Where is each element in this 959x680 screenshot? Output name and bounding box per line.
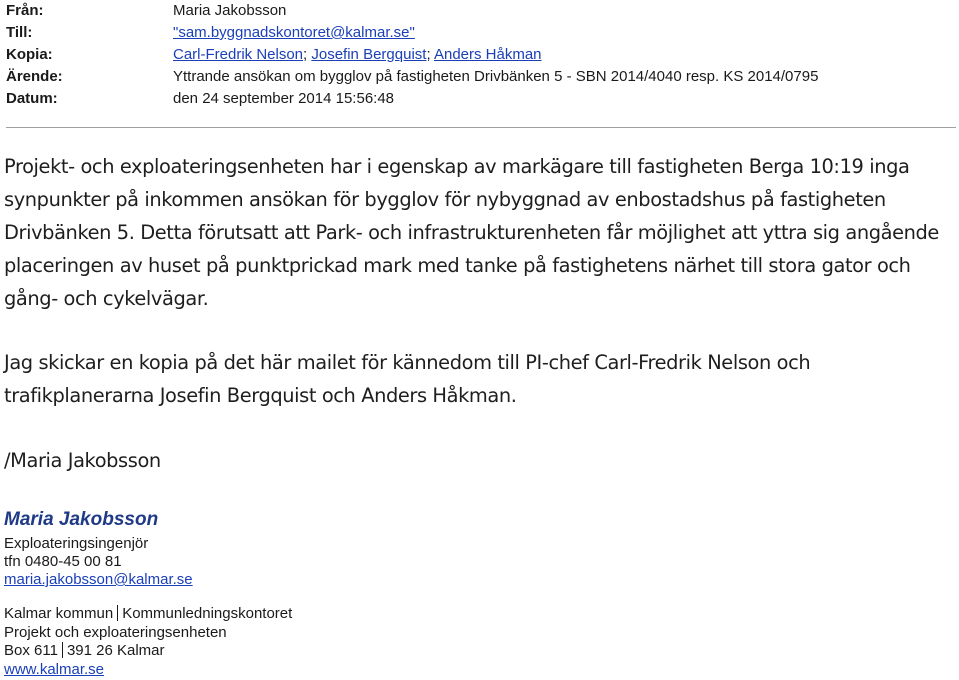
signature-phone: tfn 0480-45 00 81 — [4, 553, 122, 570]
cc-link-carl-fredrik-nelson[interactable]: Carl-Fredrik Nelson — [173, 46, 304, 63]
separator-bar — [62, 642, 63, 658]
signature-title: Exploateringsingenjör — [4, 535, 149, 552]
signature-postal: 391 26 Kalmar — [66, 642, 165, 659]
date-label: Datum: — [6, 90, 58, 107]
cc-label: Kopia: — [6, 46, 53, 63]
signature-org: Kalmar kommun — [4, 605, 114, 622]
to-row — [6, 22, 956, 44]
body-closing: /Maria Jakobsson — [4, 449, 161, 472]
cc-row — [6, 44, 956, 66]
body-paragraph-2: Jag skickar en kopia på det här mailet för kännedom till PI-chef Carl-Fredrik Nelson och trafikplanerarna Josefin Bergquist och Anders Håkman. — [4, 351, 811, 407]
from-label: Från: — [6, 2, 44, 19]
signature-department: Kommunledningskontoret — [122, 605, 293, 622]
email-header — [6, 0, 956, 110]
cc-separator: ; — [426, 46, 431, 63]
cc-link-josefin-bergquist[interactable]: Josefin Bergquist — [311, 46, 427, 63]
cc-recipients — [173, 44, 542, 66]
header-divider — [6, 127, 956, 128]
cc-link-anders-hakman[interactable]: Anders Håkman — [433, 46, 542, 63]
to-link[interactable]: "sam.byggnadskontoret@kalmar.se" — [173, 24, 415, 41]
signature-name: Maria Jakobsson — [4, 509, 159, 530]
to-label: Till: — [6, 24, 33, 41]
cc-separator: ; — [303, 46, 308, 63]
signature-email-link[interactable]: maria.jakobsson@kalmar.se — [4, 571, 193, 588]
body-paragraph-1: Projekt- och exploateringsenheten har i egenskap av markägare till fastigheten Berga 10:19 inga synpunkter på inkommen ansökan för bygglov för nybyggnad av enbostadshus på fastigheten Drivbänken 5. Detta förutsatt att Park- och infrastrukturenheten får möjlighet att yttra sig angående placeringen av huset på punktprickad mark med tanke på fastighetens närhet till stora gator och gång- och cykelvägar. — [4, 155, 939, 310]
subject-row — [6, 66, 956, 88]
subject-label: Ärende: — [6, 68, 63, 85]
from-value: Maria Jakobsson — [173, 2, 287, 19]
signature-unit: Projekt och exploateringsenheten — [4, 624, 227, 641]
signature-org-line — [4, 605, 704, 623]
separator-bar — [117, 605, 118, 621]
signature-po-box: Box 611 — [4, 642, 58, 659]
signature-website-link[interactable]: www.kalmar.se — [4, 661, 105, 678]
from-row — [6, 0, 956, 22]
subject-value: Yttrande ansökan om bygglov på fastigheten Drivbänken 5 - SBN 2014/4040 resp. KS 2014/0795 — [173, 68, 819, 85]
date-row — [6, 88, 956, 110]
date-value: den 24 september 2014 15:56:48 — [173, 90, 395, 107]
signature-address-line — [4, 642, 704, 660]
